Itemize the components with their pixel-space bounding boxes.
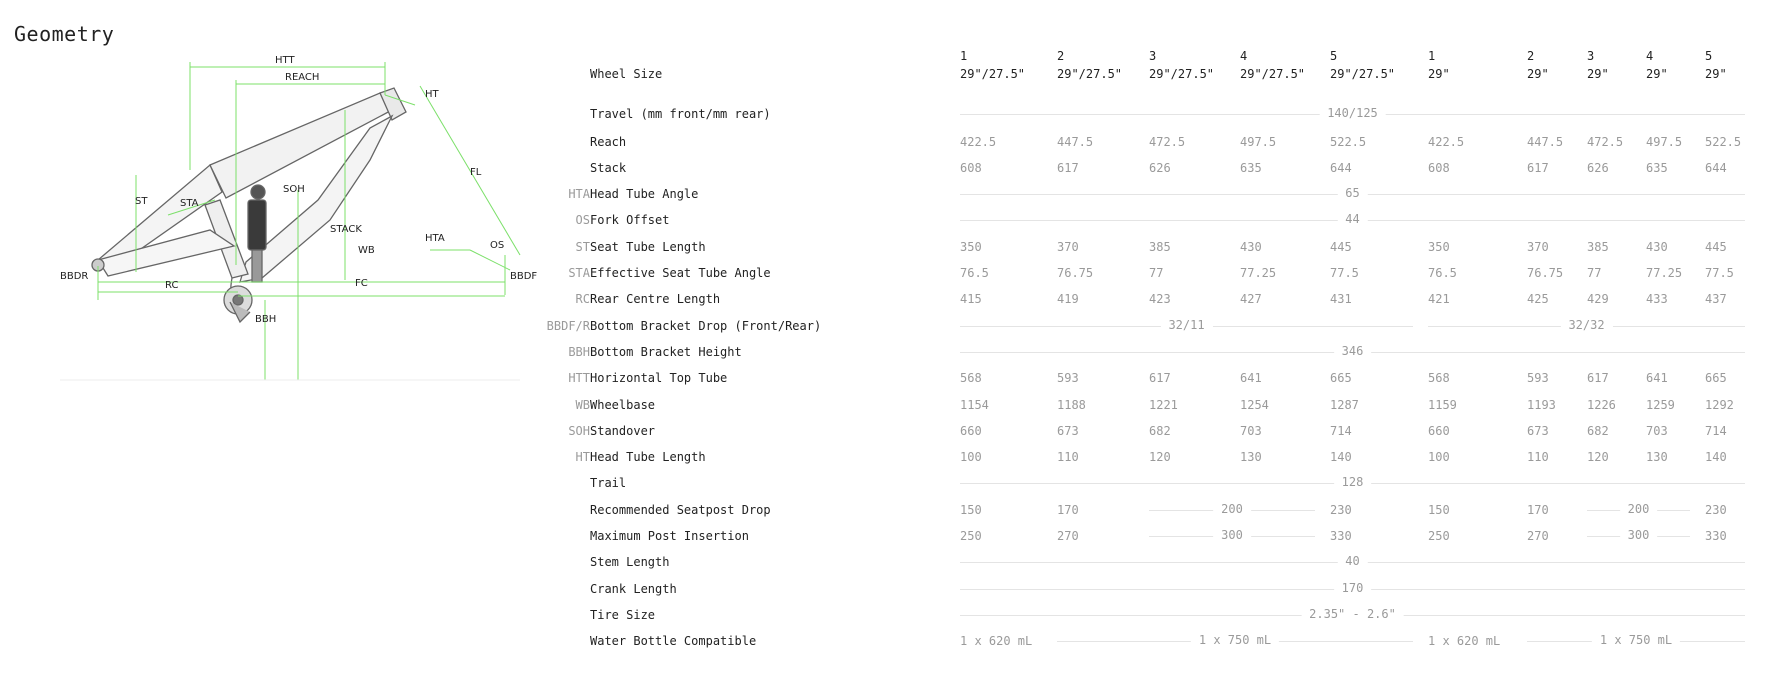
row-label: Bottom Bracket Height xyxy=(590,345,742,359)
cell-value: 77.25 xyxy=(1240,266,1277,280)
span-value: 128 xyxy=(1334,475,1372,489)
row-label: Crank Length xyxy=(590,582,677,596)
cell-value: 1 x 620 mL xyxy=(960,634,1033,648)
cell-value: 682 xyxy=(1149,424,1171,438)
cell-value: 421 xyxy=(1428,292,1450,306)
cell-value: 1159 xyxy=(1428,398,1457,412)
row-abbr: ST xyxy=(575,240,590,254)
cell-value: 370 xyxy=(1527,240,1549,254)
cell-value: 1 x 620 mL xyxy=(1428,634,1501,648)
page-title: Geometry xyxy=(14,22,115,46)
cell-value: 76.5 xyxy=(960,266,989,280)
dim-label-wb: WB xyxy=(358,245,375,256)
cell-value: 644 xyxy=(1330,161,1352,175)
cell-value: 76.75 xyxy=(1057,266,1094,280)
spanning-value xyxy=(1057,633,1413,649)
spanning-value xyxy=(960,344,1745,360)
row-label: Travel (mm front/mm rear) xyxy=(590,107,771,121)
dim-label-htt: HTT xyxy=(275,55,295,66)
dim-label-soh: SOH xyxy=(283,184,305,195)
row-label: Head Tube Length xyxy=(590,450,706,464)
cell-value: 1193 xyxy=(1527,398,1556,412)
row-label: Fork Offset xyxy=(590,213,670,227)
cell-value: 110 xyxy=(1057,450,1079,464)
cell-value: 29" xyxy=(1527,67,1549,81)
cell-value: 431 xyxy=(1330,292,1352,306)
cell-value: 522.5 xyxy=(1705,135,1742,149)
cell-value: 447.5 xyxy=(1057,135,1094,149)
cell-value: 370 xyxy=(1057,240,1079,254)
cell-value: 130 xyxy=(1646,450,1668,464)
spanning-value xyxy=(960,475,1745,491)
cell-value: 472.5 xyxy=(1149,135,1186,149)
row-label: Standover xyxy=(590,424,656,438)
spanning-value xyxy=(960,581,1745,597)
cell-value: 29" xyxy=(1646,67,1668,81)
cell-value: 626 xyxy=(1149,161,1171,175)
row-label: Trail xyxy=(590,476,627,490)
cell-value: 385 xyxy=(1149,240,1171,254)
cell-value: 350 xyxy=(1428,240,1450,254)
cell-value: 120 xyxy=(1149,450,1171,464)
size-header: 3 xyxy=(1149,49,1157,63)
span-value: 140/125 xyxy=(1319,106,1386,120)
cell-value: 641 xyxy=(1646,371,1668,385)
row-label: Stack xyxy=(590,161,627,175)
cell-value: 29" xyxy=(1705,67,1727,81)
dim-label-ht: HT xyxy=(425,89,439,100)
cell-value: 29"/27.5" xyxy=(1057,67,1123,81)
span-value: 2.35" - 2.6" xyxy=(1301,607,1404,621)
row-abbr: SOH xyxy=(568,424,590,438)
cell-value: 617 xyxy=(1057,161,1079,175)
cell-value: 270 xyxy=(1527,529,1549,543)
span-value: 200 xyxy=(1213,502,1251,516)
cell-value: 635 xyxy=(1240,161,1262,175)
row-label: Water Bottle Compatible xyxy=(590,634,757,648)
cell-value: 433 xyxy=(1646,292,1668,306)
spanning-value xyxy=(960,212,1745,228)
row-abbr: STA xyxy=(568,266,590,280)
cell-value: 447.5 xyxy=(1527,135,1564,149)
cell-value: 29"/27.5" xyxy=(1149,67,1215,81)
cell-value: 29"/27.5" xyxy=(1240,67,1306,81)
dim-label-reach: REACH xyxy=(285,72,320,83)
cell-value: 682 xyxy=(1587,424,1609,438)
row-label: Stem Length xyxy=(590,555,670,569)
cell-value: 497.5 xyxy=(1240,135,1277,149)
cell-value: 140 xyxy=(1330,450,1352,464)
cell-value: 1287 xyxy=(1330,398,1359,412)
cell-value: 568 xyxy=(1428,371,1450,385)
cell-value: 430 xyxy=(1240,240,1262,254)
geometry-diagram xyxy=(0,50,560,430)
span-value: 1 x 750 mL xyxy=(1191,633,1279,647)
cell-value: 427 xyxy=(1240,292,1262,306)
cell-value: 29" xyxy=(1428,67,1450,81)
size-header: 4 xyxy=(1646,49,1654,63)
row-label: Seat Tube Length xyxy=(590,240,706,254)
cell-value: 77 xyxy=(1149,266,1164,280)
dim-label-hta: HTA xyxy=(425,233,445,244)
cell-value: 1259 xyxy=(1646,398,1675,412)
span-value: 65 xyxy=(1337,186,1367,200)
cell-value: 445 xyxy=(1705,240,1727,254)
cell-value: 593 xyxy=(1057,371,1079,385)
cell-value: 608 xyxy=(1428,161,1450,175)
dim-label-os: OS xyxy=(490,240,505,251)
cell-value: 660 xyxy=(1428,424,1450,438)
cell-value: 673 xyxy=(1057,424,1079,438)
dim-label-fl: FL xyxy=(470,167,482,178)
cell-value: 250 xyxy=(1428,529,1450,543)
cell-value: 714 xyxy=(1330,424,1352,438)
span-value: 44 xyxy=(1337,212,1367,226)
size-header: 1 xyxy=(960,49,968,63)
cell-value: 593 xyxy=(1527,371,1549,385)
row-label: Bottom Bracket Drop (Front/Rear) xyxy=(590,319,822,333)
cell-value: 77.5 xyxy=(1705,266,1734,280)
dim-label-bbdf: BBDF xyxy=(510,271,538,282)
cell-value: 100 xyxy=(960,450,982,464)
cell-value: 230 xyxy=(1330,503,1352,517)
size-header: 4 xyxy=(1240,49,1248,63)
size-header: 3 xyxy=(1587,49,1595,63)
cell-value: 140 xyxy=(1705,450,1727,464)
cell-value: 522.5 xyxy=(1330,135,1367,149)
cell-value: 608 xyxy=(960,161,982,175)
row-abbr: RC xyxy=(575,292,590,306)
cell-value: 29"/27.5" xyxy=(1330,67,1396,81)
cell-value: 497.5 xyxy=(1646,135,1683,149)
cell-value: 660 xyxy=(960,424,982,438)
row-abbr: HT xyxy=(575,450,590,464)
cell-value: 110 xyxy=(1527,450,1549,464)
cell-value: 170 xyxy=(1057,503,1079,517)
cell-value: 150 xyxy=(960,503,982,517)
cell-value: 76.5 xyxy=(1428,266,1457,280)
dim-label-bbdr: BBDR xyxy=(60,271,89,282)
size-header: 5 xyxy=(1705,49,1713,63)
row-label: Tire Size xyxy=(590,608,656,622)
spanning-value xyxy=(960,186,1745,202)
row-label: Reach xyxy=(590,135,627,149)
cell-value: 77 xyxy=(1587,266,1602,280)
row-label: Effective Seat Tube Angle xyxy=(590,266,771,280)
cell-value: 445 xyxy=(1330,240,1352,254)
spanning-value xyxy=(1587,502,1690,518)
cell-value: 29" xyxy=(1587,67,1609,81)
cell-value: 330 xyxy=(1705,529,1727,543)
cell-value: 1254 xyxy=(1240,398,1269,412)
row-abbr: HTA xyxy=(568,187,590,201)
cell-value: 635 xyxy=(1646,161,1668,175)
row-label: Maximum Post Insertion xyxy=(590,529,749,543)
cell-value: 437 xyxy=(1705,292,1727,306)
cell-value: 703 xyxy=(1240,424,1262,438)
cell-value: 130 xyxy=(1240,450,1262,464)
spanning-value xyxy=(960,607,1745,623)
cell-value: 1226 xyxy=(1587,398,1616,412)
cell-value: 250 xyxy=(960,529,982,543)
spanning-value xyxy=(960,318,1413,334)
cell-value: 568 xyxy=(960,371,982,385)
dim-label-sta: STA xyxy=(180,198,199,209)
spanning-value xyxy=(1527,633,1745,649)
spanning-value xyxy=(960,106,1745,122)
row-label: Wheelbase xyxy=(590,398,656,412)
cell-value: 626 xyxy=(1587,161,1609,175)
cell-value: 644 xyxy=(1705,161,1727,175)
cell-value: 419 xyxy=(1057,292,1079,306)
geometry-table xyxy=(546,40,1770,680)
span-value: 346 xyxy=(1334,344,1372,358)
dim-label-st: ST xyxy=(135,196,148,207)
cell-value: 120 xyxy=(1587,450,1609,464)
dim-label-fc: FC xyxy=(355,278,368,289)
spanning-value xyxy=(1149,528,1315,544)
spanning-value xyxy=(960,554,1745,570)
cell-value: 385 xyxy=(1587,240,1609,254)
cell-value: 330 xyxy=(1330,529,1352,543)
cell-value: 422.5 xyxy=(960,135,997,149)
row-label: Head Tube Angle xyxy=(590,187,699,201)
row-label: Recommended Seatpost Drop xyxy=(590,503,771,517)
cell-value: 1292 xyxy=(1705,398,1734,412)
cell-value: 270 xyxy=(1057,529,1079,543)
cell-value: 77.5 xyxy=(1330,266,1359,280)
cell-value: 1221 xyxy=(1149,398,1178,412)
row-abbr: WB xyxy=(575,398,590,412)
cell-value: 430 xyxy=(1646,240,1668,254)
span-value: 200 xyxy=(1620,502,1658,516)
row-abbr: OS xyxy=(575,213,590,227)
spanning-value xyxy=(1587,528,1690,544)
cell-value: 1154 xyxy=(960,398,989,412)
cell-value: 665 xyxy=(1705,371,1727,385)
cell-value: 423 xyxy=(1149,292,1171,306)
span-value: 170 xyxy=(1334,581,1372,595)
spanning-value xyxy=(1428,318,1745,334)
dim-label-stack: STACK xyxy=(330,224,362,235)
cell-value: 714 xyxy=(1705,424,1727,438)
cell-value: 472.5 xyxy=(1587,135,1624,149)
size-header: 1 xyxy=(1428,49,1436,63)
row-abbr: BBDF/R xyxy=(546,319,590,333)
span-value: 300 xyxy=(1620,528,1658,542)
cell-value: 665 xyxy=(1330,371,1352,385)
row-abbr: HTT xyxy=(568,371,590,385)
row-label: Rear Centre Length xyxy=(590,292,721,306)
cell-value: 77.25 xyxy=(1646,266,1683,280)
span-value: 300 xyxy=(1213,528,1251,542)
row-label: Horizontal Top Tube xyxy=(590,371,728,385)
span-value: 32/11 xyxy=(1160,318,1212,332)
cell-value: 429 xyxy=(1587,292,1609,306)
cell-value: 641 xyxy=(1240,371,1262,385)
cell-value: 703 xyxy=(1646,424,1668,438)
size-header: 2 xyxy=(1527,49,1535,63)
size-header: 2 xyxy=(1057,49,1065,63)
span-value: 40 xyxy=(1337,554,1367,568)
cell-value: 350 xyxy=(960,240,982,254)
cell-value: 617 xyxy=(1527,161,1549,175)
span-value: 1 x 750 mL xyxy=(1592,633,1680,647)
cell-value: 170 xyxy=(1527,503,1549,517)
cell-value: 1188 xyxy=(1057,398,1086,412)
dim-label-bbh: BBH xyxy=(255,314,277,325)
dim-label-rc: RC xyxy=(165,280,179,291)
row-abbr: BBH xyxy=(568,345,590,359)
cell-value: 617 xyxy=(1149,371,1171,385)
cell-value: 76.75 xyxy=(1527,266,1564,280)
cell-value: 673 xyxy=(1527,424,1549,438)
cell-value: 425 xyxy=(1527,292,1549,306)
cell-value: 415 xyxy=(960,292,982,306)
cell-value: 29"/27.5" xyxy=(960,67,1026,81)
span-value: 32/32 xyxy=(1560,318,1612,332)
row-label: Wheel Size xyxy=(590,67,663,81)
spanning-value xyxy=(1149,502,1315,518)
cell-value: 150 xyxy=(1428,503,1450,517)
cell-value: 422.5 xyxy=(1428,135,1465,149)
cell-value: 100 xyxy=(1428,450,1450,464)
size-header: 5 xyxy=(1330,49,1338,63)
cell-value: 230 xyxy=(1705,503,1727,517)
cell-value: 617 xyxy=(1587,371,1609,385)
